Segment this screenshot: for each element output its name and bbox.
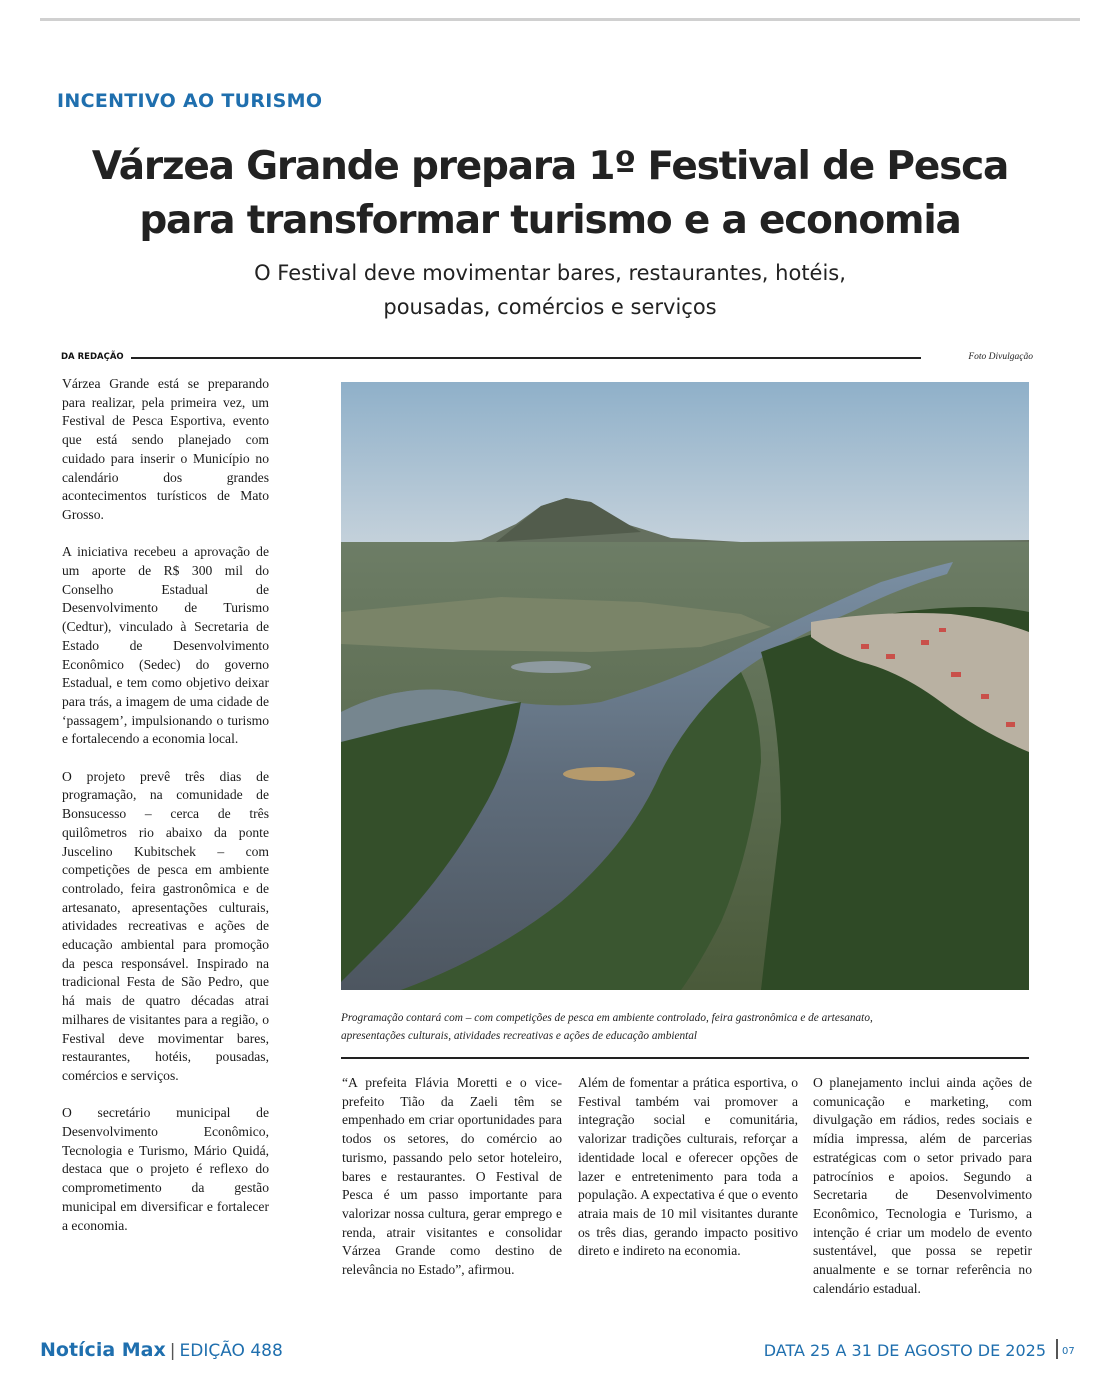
footer-edition: EDIÇÃO 488 bbox=[179, 1341, 283, 1361]
photo-credit: Foto Divulgação bbox=[968, 352, 1033, 362]
article-paragraph: Além de fomentar a prática esportiva, o Festival também vai promover a integração social e comunitária, valorizar tradições culturais, reforçar a identidade local e oferecer opções de lazer e entretenimento para toda a população. A expectativa é que o evento atraia mais de 10 mil visitantes durante os três dias, gerando impacto positivo direto e indireto na economia. bbox=[578, 1075, 798, 1259]
photo-caption-line-1: Programação contará com – com competições de pesca em ambiente controlado, feira gastronômica e de artesanato, bbox=[341, 1012, 873, 1024]
caption-rule bbox=[341, 1057, 1029, 1059]
article-paragraph: A iniciativa recebeu a aprovação de um aporte de R$ 300 mil do Conselho Estadual de Desenvolvimento de Turismo (Cedtur), vinculado à Secretaria de Estado de Desenvolvimento Econômico (Sedec) do governo Estadual, e tem como objetivo deixar para trás, a imagem de uma cidade de ‘passagem’, impulsionando o turismo e fortalecendo a economia local. bbox=[62, 544, 269, 747]
article-column-3 bbox=[578, 1074, 798, 1261]
footer-pipe bbox=[1056, 1339, 1058, 1359]
article-paragraph: O projeto prevê três dias de programação, na comunidade de Bonsucesso – cerca de três quilômetros rio abaixo da ponte Juscelino Kubitschek – com competições de pesca em ambiente controlado, feira gastronômica e de artesanato, apresentações culturais, atividades recreativas e ações de educação ambiental para promoção da pesca responsável. Inspirado na tradicional Festa de São Pedro, que há mais de quatro décadas atrai milhares de visitantes para a região, o Festival deve movimentar bares, restaurantes, hotéis, pousadas, comércios e serviços. bbox=[62, 768, 269, 1083]
aerial-river-photo bbox=[341, 382, 1029, 990]
byline-rule bbox=[131, 357, 921, 359]
byline: DA REDAÇÃO bbox=[61, 352, 124, 362]
aerial-river-photo-icon bbox=[341, 382, 1029, 990]
article-column-2 bbox=[342, 1074, 562, 1280]
footer-separator: | bbox=[169, 1341, 176, 1361]
subheadline-line-2: pousadas, comércios e serviços bbox=[383, 295, 717, 319]
photo-caption-line-2: apresentações culturais, atividades recreativas e ações de educação ambiental bbox=[341, 1030, 698, 1042]
footer-date: DATA 25 A 31 DE AGOSTO DE 2025 bbox=[763, 1341, 1046, 1360]
footer-brand bbox=[40, 1339, 283, 1361]
headline-line-2: para transformar turismo e a economia bbox=[139, 198, 961, 243]
footer-brand-name: Notícia Max bbox=[40, 1339, 166, 1361]
section-kicker: INCENTIVO AO TURISMO bbox=[57, 90, 323, 112]
headline-line-1: Várzea Grande prepara 1º Festival de Pesca bbox=[91, 144, 1009, 189]
top-rule bbox=[40, 18, 1080, 21]
article-paragraph: O planejamento inclui ainda ações de comunicação e marketing, com divulgação em rádios, redes sociais e mídia impressa, além de parcerias estratégicas com o setor privado para patrocínios e apoios. Segundo a Secretaria de Desenvolvimento Econômico, Tecnologia e Turismo, a intenção é criar um modelo de evento sustentável, que possa se repetir anualmente e se tornar referência no calendário estadual. bbox=[813, 1075, 1032, 1296]
article-column-1 bbox=[62, 375, 269, 1235]
page-number: 07 bbox=[1062, 1346, 1075, 1357]
article-paragraph: O secretário municipal de Desenvolvimento Econômico, Tecnologia e Turismo, Mário Quidá, destaca que o projeto é reflexo do comprometimento da gestão municipal em diversificar e fortalecer a economia. bbox=[62, 1105, 269, 1233]
article-paragraph: Várzea Grande está se preparando para realizar, pela primeira vez, um Festival de Pesca Esportiva, evento que está sendo planejado com cuidado para inserir o Município no calendário dos grandes acontecimentos turísticos de Mato Grosso. bbox=[62, 376, 269, 522]
subheadline bbox=[50, 256, 1050, 324]
photo-caption bbox=[341, 1009, 1033, 1045]
article-paragraph: “A prefeita Flávia Moretti e o vice-prefeito Tião da Zaeli têm se empenhado em criar oportunidades para todos os setores, do comércio ao turismo, passando pelo setor hoteleiro, bares e restaurantes. O Festival de Pesca é um passo importante para valorizar nossa cultura, gerar emprego e renda, atrair visitantes e consolidar Várzea Grande como destino de relevância no Estado”, afirmou. bbox=[342, 1075, 562, 1278]
headline bbox=[50, 140, 1050, 248]
article-column-4 bbox=[813, 1074, 1032, 1298]
subheadline-line-1: O Festival deve movimentar bares, restaurantes, hotéis, bbox=[254, 261, 846, 285]
